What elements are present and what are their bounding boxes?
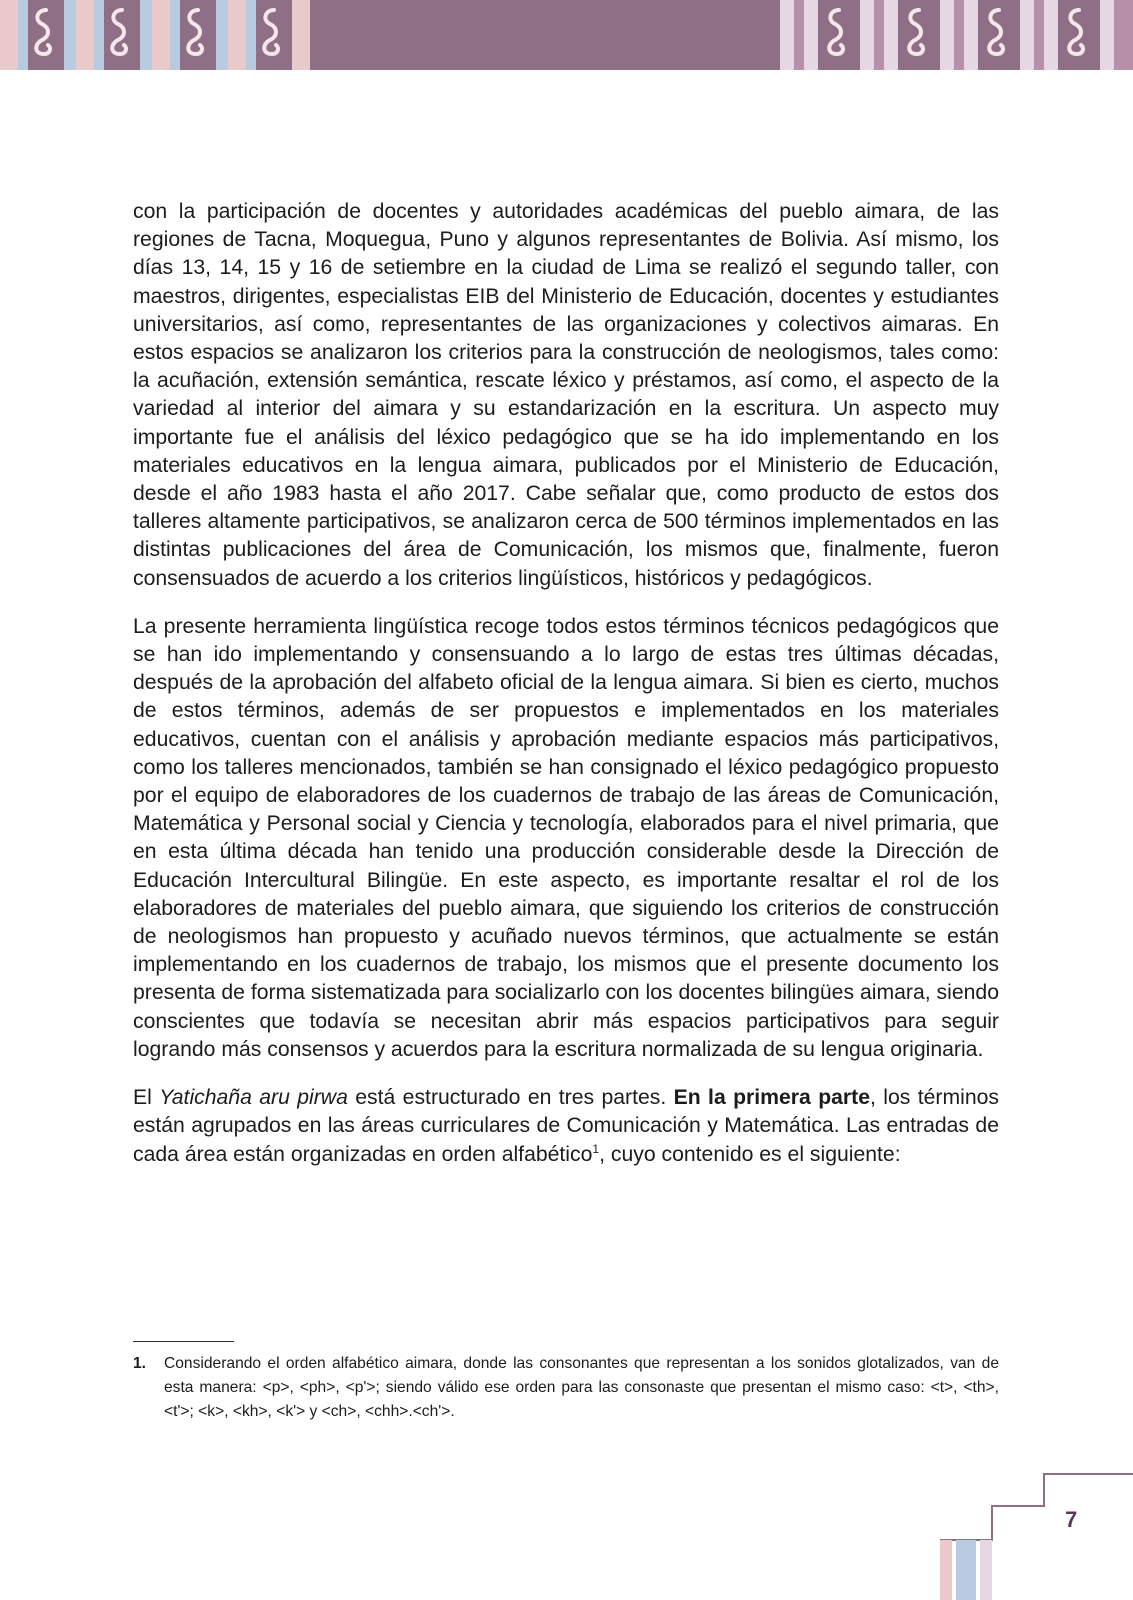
- body-paragraph-1: con la participación de docentes y autoridades académicas del pueblo aimara, de las regiones de Tacna, Moquegua, Puno y algunos representantes de Bolivia. Así mismo, los días 13, 14, 15 y 16 de setiembre en la ciudad de Lima se realizó el segundo taller, con maestros, dirigentes, especialistas EIB del Ministerio de Educación, docentes y estudiantes universitarios, así como, representantes de las organizaciones y colectivos aimaras. En estos espacios se analizaron los criterios para la construcción de neologismos, tales como: la acuñación, extensión semántica, rescate léxico y préstamos, así como, el aspecto de la variedad al interior del aimara y su estandarización en la escritura. Un aspecto muy importante fue el análisis del léxico pedagógico que se ha ido implementando en los materiales educativos en la lengua aimara, publicados por el Ministerio de Educación, desde el año 1983 hasta el año 2017. Cabe señalar que, como producto de estos dos talleres altamente participativos, se analizaron cerca de 500 términos implementados en las distintas publicaciones del área de Comunicación, los mismos que, finalmente, fueron consensuados de acuerdo a los criterios lingüísticos, históricos y pedagógicos.: [133, 200, 999, 590]
- page-number: 7: [1065, 1507, 1078, 1532]
- footnote-divider: [133, 1341, 234, 1342]
- footnote: [133, 1352, 999, 1424]
- paragraph-3-rest: , los términos están agrupados en las áreas curriculares de Comunicación y Matemática. Las entradas de cada área están organizadas en orden alfabético: [133, 1086, 999, 1166]
- header-decorative-band: [0, 0, 1133, 70]
- header-stripes-right: [780, 0, 1133, 70]
- book-title-italic: Yatichaña aru pirwa: [159, 1086, 348, 1110]
- body-paragraph-2: La presente herramienta lingüística recoge todos estos términos técnicos pedagógicos que se han ido implementando y consensuando a lo largo de estas tres últimas décadas, después de la aprobación del alfabeto oficial de la lengua aimara. Si bien es cierto, muchos de estos términos, además de ser propuestos e implementados en los materiales educativos, cuentan con el análisis y aprobación mediante espacios más participativos, como los talleres mencionados, también se han consignado el léxico pedagógico propuesto por el equipo de elaboradores de los cuadernos de trabajo de las áreas de Comunicación, Matemática y Personal social y Ciencia y tecnología, elaborados para el nivel primaria, que en esta última década han tenido una producción considerable desde la Dirección de Educación Intercultural Bilingüe. En este aspecto, es importante resaltar el rol de los elaboradores de materiales del pueblo aimara, que siguiendo los criterios de construcción de neologismos han propuesto y acuñado nuevos términos, que actualmente se están implementando en los cuadernos de trabajo, los mismos que el presente documento los presenta de forma sistematizada para socializarlo con los docentes bilingües aimara, siendo conscientes que todavía se necesitan abrir más espacios participativos para seguir logrando más consensos y acuerdos para la escritura normalizada de su lengua originaria.: [133, 614, 999, 1061]
- paragraph-3-lead: El: [133, 1086, 160, 1110]
- footnote-reference: 1: [592, 1141, 600, 1156]
- body-paragraph-3: [133, 1084, 999, 1169]
- header-stripes-left: [0, 0, 310, 70]
- main-text: [133, 198, 999, 1169]
- first-part-bold: En la primera parte: [673, 1086, 871, 1110]
- footnote-text: Considerando el orden alfabético aimara, donde las consonantes que representan a los sonidos glotalizados, van de esta manera: <p>, <ph>, <p'>; siendo válido ese orden para las consonaste que presentan el mismo caso: <t>, <th>, <t'>; <k>, <kh>, <k'> y <ch>, <chh>.<ch'>.: [164, 1355, 999, 1420]
- paragraph-3-tail: , cuyo contenido es el siguiente:: [599, 1142, 901, 1166]
- page-corner-steps-decoration: [940, 1470, 1133, 1600]
- paragraph-3-mid: está estructurado en tres partes.: [347, 1086, 674, 1110]
- footnote-number: 1.: [133, 1355, 147, 1372]
